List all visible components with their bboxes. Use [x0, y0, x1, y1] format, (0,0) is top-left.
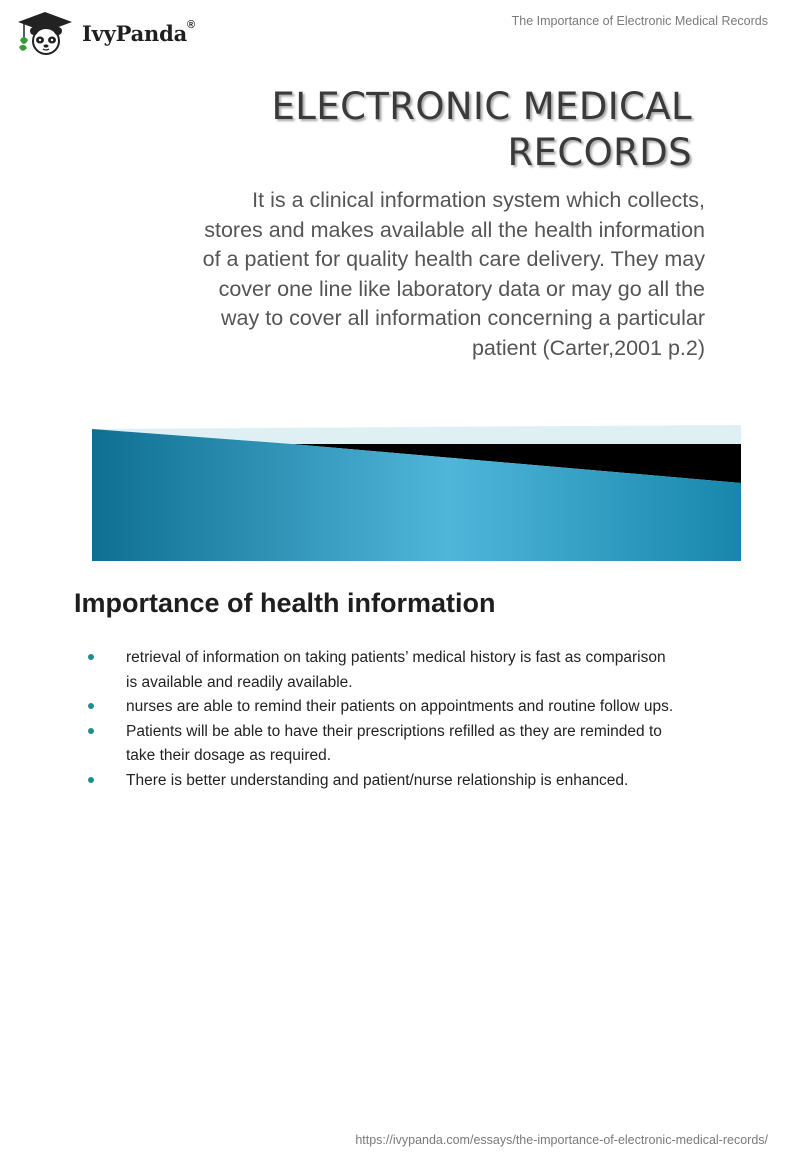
decorative-banner — [92, 424, 741, 561]
definition-line: of a patient for quality health care delivery. They may — [202, 247, 705, 272]
definition-line: cover one line like laboratory data or may go all the — [218, 276, 705, 301]
definition-line: way to cover all information concerning a particular — [221, 306, 705, 331]
section-heading: Importance of health information — [74, 588, 496, 618]
definition-paragraph — [105, 186, 705, 364]
slide-title — [92, 84, 692, 176]
bullet-icon — [88, 654, 94, 660]
bullet-icon — [88, 777, 94, 783]
bullet-icon — [88, 728, 94, 734]
logo-wordmark: IvyPanda® — [82, 18, 195, 46]
slide-title-line: RECORDS — [507, 131, 692, 174]
list-item: retrieval of information on taking patients’ medical history is fast as comparison is available and readily available. — [88, 646, 748, 695]
list-item: There is better understanding and patient/nurse relationship is enhanced. — [88, 769, 748, 794]
ivypanda-logo[interactable] — [14, 10, 195, 56]
list-item: Patients will be able to have their prescriptions refilled as they are reminded to take their dosage as required. — [88, 720, 748, 769]
panda-graduation-icon — [14, 10, 76, 56]
definition-line: stores and makes available all the health information — [204, 217, 705, 242]
slide-title-line: ELECTRONIC MEDICAL — [271, 85, 692, 128]
document-title: The Importance of Electronic Medical Records — [511, 14, 768, 28]
definition-line: It is a clinical information system which collects, — [252, 188, 705, 212]
list-item: nurses are able to remind their patients on appointments and routine follow ups. — [88, 695, 748, 720]
definition-line: patient (Carter,2001 p.2) — [471, 335, 705, 360]
bullet-icon — [88, 703, 94, 709]
bullet-list — [88, 646, 748, 793]
source-url-link[interactable]: https://ivypanda.com/essays/the-importance-of-electronic-medical-records/ — [355, 1133, 768, 1147]
